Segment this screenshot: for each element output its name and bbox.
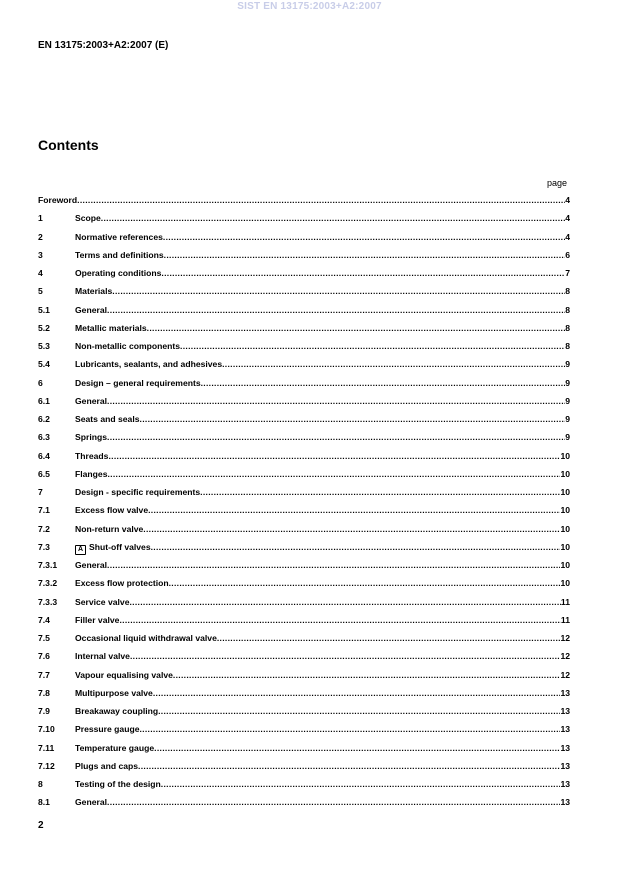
toc-entry-title [38, 193, 77, 207]
toc-entry-title-text: Breakaway coupling [75, 706, 159, 716]
toc-entry[interactable] [38, 376, 570, 394]
dot-leader [180, 339, 565, 353]
toc-entry-line [75, 485, 570, 499]
toc-entry-title [75, 357, 222, 371]
toc-entry[interactable] [38, 485, 570, 503]
toc-entry-title [75, 668, 173, 682]
toc-entry-title [75, 248, 164, 262]
toc-entry-page: 4 [565, 195, 570, 205]
toc-entry[interactable] [38, 449, 570, 467]
toc-entry-title-text: Service valve [75, 596, 130, 607]
toc-entry-title-text: Operating conditions [75, 268, 162, 278]
dot-leader [107, 430, 565, 444]
toc-entry[interactable] [38, 522, 570, 540]
dot-leader [140, 412, 566, 426]
toc-entry-title-text: Foreword [38, 195, 78, 205]
dot-leader [139, 722, 560, 736]
toc-entry-title [75, 722, 139, 736]
toc-entry-page: 13 [560, 797, 570, 808]
dot-leader [222, 357, 565, 371]
toc-entry[interactable] [38, 576, 570, 594]
toc-entry[interactable] [38, 668, 570, 686]
toc-entry[interactable] [38, 248, 570, 266]
toc-entry-number: 6 [38, 377, 43, 388]
toc-entry-title [75, 704, 158, 718]
toc-entry-title [75, 412, 140, 426]
toc-entry-title [75, 631, 217, 645]
toc-entry-title-text: Non-return valve [75, 523, 144, 534]
toc-entry-page: 11 [560, 596, 570, 607]
toc-entry-page: 10 [560, 560, 570, 570]
dot-leader [161, 266, 565, 280]
dot-leader [161, 777, 561, 791]
toc-entry[interactable] [38, 357, 570, 375]
toc-entry-number: 7.5 [38, 633, 50, 643]
toc-entry-title-text: Threads [75, 450, 109, 461]
toc-entry-line [75, 357, 570, 371]
toc-entry-title-text: Filler valve [75, 614, 120, 625]
toc-entry-line [75, 668, 570, 682]
toc-entry-number: 5.3 [38, 341, 50, 351]
toc-entry-title [75, 540, 151, 555]
dot-leader [163, 230, 565, 244]
toc-entry-line [75, 795, 570, 809]
toc-entry-line [75, 558, 570, 572]
toc-entry-line [75, 284, 570, 298]
toc-entry[interactable] [38, 193, 570, 211]
toc-entry-title-text: General [75, 395, 108, 406]
toc-entry-title-text: Excess flow protection [75, 578, 169, 589]
toc-entry-line [75, 649, 570, 663]
toc-entry-line [75, 339, 570, 353]
toc-entry-line [75, 576, 570, 590]
toc-entry-title [75, 321, 147, 335]
toc-entry-line [75, 449, 570, 463]
toc-entry-number: 6.5 [38, 468, 50, 479]
toc-entry-title [75, 467, 107, 481]
toc-entry-page: 11 [560, 614, 570, 625]
toc-entry-title-text: Seats and seals [75, 414, 140, 424]
toc-entry-title-text: Testing of the design [75, 779, 161, 789]
toc-entry-number: 7.1 [38, 505, 50, 516]
toc-entry-title-text: Pressure gauge [75, 724, 140, 735]
toc-entry-line [75, 595, 570, 609]
dot-leader [148, 503, 560, 517]
toc-entry-page: 6 [565, 249, 570, 260]
toc-entry-number: 7.3.2 [38, 578, 58, 589]
contents-heading: Contents [38, 137, 99, 153]
toc-entry-title [75, 759, 138, 773]
toc-entry-title [75, 394, 107, 408]
toc-entry-title [75, 595, 129, 609]
document-reference: EN 13175:2003+A2:2007 (E) [38, 40, 169, 51]
toc-entry[interactable] [38, 430, 570, 448]
toc-entry[interactable] [38, 467, 570, 485]
toc-entry-page: 13 [560, 724, 570, 735]
toc-entry-title-text: Materials [75, 286, 113, 297]
toc-entry-title-text: Non-metallic components [75, 341, 181, 351]
toc-entry[interactable] [38, 394, 570, 412]
toc-entry-number: 5 [38, 286, 43, 297]
dot-leader [164, 248, 566, 262]
toc-entry-title-text: General [75, 560, 108, 570]
dot-leader [201, 376, 566, 390]
toc-entry-number: 7.11 [38, 742, 55, 753]
toc-entry-title-text: Design - specific requirements [75, 487, 201, 497]
toc-entry-title-text: Metallic materials [75, 322, 147, 333]
toc-entry-number: 4 [38, 268, 43, 278]
toc-entry-number: 5.4 [38, 359, 50, 370]
toc-entry-page: 12 [560, 633, 570, 643]
dot-leader [107, 467, 560, 481]
toc-entry[interactable] [38, 321, 570, 339]
toc-entry-title-text: General [75, 797, 108, 808]
toc-entry-number: 7.6 [38, 651, 50, 662]
toc-entry-page: 13 [560, 760, 570, 771]
toc-entry-title [75, 576, 169, 590]
page-column-label: page [546, 178, 567, 188]
toc-entry-page: 9 [565, 359, 570, 370]
toc-entry-number: 6.1 [38, 395, 50, 406]
toc-entry-number: 6.3 [38, 432, 50, 443]
toc-entry-line [75, 230, 570, 244]
toc-entry-number: 7.10 [38, 724, 55, 735]
toc-entry-line [75, 631, 570, 645]
toc-entry-title-text: Springs [75, 432, 107, 443]
toc-entry-page: 13 [560, 742, 570, 753]
toc-entry-number: 7.3 [38, 541, 50, 552]
toc-entry-page: 9 [565, 377, 570, 388]
dot-leader [217, 631, 561, 645]
toc-entry[interactable] [38, 704, 570, 722]
toc-entry-line [75, 522, 570, 536]
dot-leader [130, 649, 561, 663]
toc-entry-number: 6.2 [38, 414, 50, 424]
toc-entry[interactable] [38, 613, 570, 631]
toc-entry-page: 9 [565, 414, 570, 424]
toc-entry[interactable] [38, 230, 570, 248]
dot-leader [129, 595, 560, 609]
toc-entry-page: 10 [560, 468, 570, 479]
toc-entry-title [75, 284, 112, 298]
page-number: 2 [38, 820, 44, 831]
toc-entry-number: 8.1 [38, 797, 50, 808]
toc-entry[interactable] [38, 339, 570, 357]
toc-entry-line [75, 704, 570, 718]
toc-entry-title [75, 485, 200, 499]
toc-entry-title-text: Flanges [75, 468, 108, 479]
toc-entry[interactable] [38, 540, 570, 558]
toc-entry-title [75, 303, 107, 317]
amendment-marker-icon: A [75, 545, 86, 555]
toc-entry[interactable] [38, 503, 570, 521]
toc-entry[interactable] [38, 686, 570, 704]
toc-entry-title [75, 503, 148, 517]
toc-entry-line [75, 211, 570, 225]
toc-entry[interactable] [38, 759, 570, 777]
toc-entry-title-text: Scope [75, 213, 101, 224]
toc-entry-title [75, 211, 101, 225]
dot-leader [154, 741, 560, 755]
toc-entry[interactable] [38, 649, 570, 667]
toc-entry-title [75, 558, 107, 572]
toc-entry-line [75, 686, 570, 700]
dot-leader [112, 284, 565, 298]
toc-entry-title [75, 449, 108, 463]
toc-entry[interactable] [38, 266, 570, 284]
toc-entry-page: 4 [565, 213, 570, 224]
dot-leader [108, 449, 560, 463]
toc-entry-number: 7.8 [38, 687, 50, 698]
toc-entry-page: 12 [560, 651, 570, 662]
toc-entry-number: 7.2 [38, 523, 50, 534]
toc-entry-page: 10 [560, 541, 570, 552]
toc-entry-number: 2 [38, 231, 43, 242]
toc-entry[interactable] [38, 595, 570, 613]
dot-leader [158, 704, 560, 718]
toc-entry-line [75, 777, 570, 791]
toc-entry-number: 7 [38, 487, 43, 497]
toc-entry-title [75, 266, 161, 280]
toc-entry-number: 7.7 [38, 669, 50, 680]
toc-entry-line [75, 613, 570, 627]
toc-entry-page: 10 [560, 505, 570, 516]
watermark: SIST EN 13175:2003+A2:2007 [237, 1, 382, 12]
toc-entry-page: 4 [565, 231, 570, 242]
toc-entry-page: 8 [565, 286, 570, 297]
toc-entry-line [75, 412, 570, 426]
toc-entry-title [75, 230, 163, 244]
dot-leader [147, 321, 566, 335]
dot-leader [153, 686, 561, 700]
toc-entry-line [75, 759, 570, 773]
toc-entry-title-text: Temperature gauge [75, 742, 155, 753]
toc-entry-title [75, 741, 154, 755]
toc-entry-title-text: General [75, 304, 108, 315]
toc-entry-title-text: Normative references [75, 231, 163, 242]
toc-entry-page: 8 [565, 322, 570, 333]
toc-entry-line [75, 376, 570, 390]
toc-entry-number: 5.2 [38, 322, 50, 333]
toc-entry-page: 7 [565, 268, 570, 278]
toc-entry-line [75, 540, 570, 555]
toc-entry-line [75, 467, 570, 481]
dot-leader [107, 558, 560, 572]
toc-entry[interactable] [38, 303, 570, 321]
toc-entry-title [75, 376, 201, 390]
table-of-contents [38, 193, 570, 814]
dot-leader [77, 193, 565, 207]
toc-entry-title-text: Excess flow valve [75, 505, 149, 516]
toc-entry-title-text: Lubricants, sealants, and adhesives [75, 359, 223, 370]
toc-entry-line [75, 722, 570, 736]
toc-entry-title-text: Vapour equalising valve [75, 669, 173, 680]
toc-entry-title-text: Occasional liquid withdrawal valve [75, 633, 217, 643]
dot-leader [143, 522, 560, 536]
toc-entry-title [75, 339, 180, 353]
dot-leader [169, 576, 561, 590]
toc-entry[interactable] [38, 412, 570, 430]
toc-entry-number: 1 [38, 213, 43, 224]
toc-entry-title [75, 795, 107, 809]
dot-leader [101, 211, 565, 225]
toc-entry-page: 13 [560, 706, 570, 716]
toc-entry-number: 7.3.1 [38, 560, 58, 570]
toc-entry-number: 5.1 [38, 304, 50, 315]
dot-leader [107, 394, 565, 408]
toc-entry-title-text: Internal valve [75, 651, 130, 662]
toc-entry-title [75, 430, 107, 444]
dot-leader [107, 303, 565, 317]
toc-entry[interactable] [38, 741, 570, 759]
toc-entry[interactable] [38, 211, 570, 229]
toc-entry-page: 13 [560, 687, 570, 698]
toc-entry-number: 7.12 [38, 760, 55, 771]
toc-entry-title [75, 649, 130, 663]
toc-entry-line [75, 741, 570, 755]
toc-entry-number: 6.4 [38, 450, 50, 461]
toc-entry[interactable] [38, 558, 570, 576]
toc-entry-page: 12 [560, 669, 570, 680]
toc-entry-page: 10 [560, 450, 570, 461]
dot-leader [200, 485, 560, 499]
toc-entry[interactable] [38, 795, 570, 813]
toc-entry-page: 9 [565, 432, 570, 443]
toc-entry-number: 8 [38, 779, 43, 789]
toc-entry-page: 10 [560, 523, 570, 534]
toc-entry-page: 9 [565, 395, 570, 406]
toc-entry-title [75, 686, 153, 700]
dot-leader [173, 668, 561, 682]
toc-entry[interactable] [38, 722, 570, 740]
toc-entry-title-text: Plugs and caps [75, 760, 139, 771]
toc-entry-title-text: Design – general requirements [75, 377, 201, 388]
toc-entry[interactable] [38, 284, 570, 302]
toc-entry-line [75, 248, 570, 262]
toc-entry-line [75, 503, 570, 517]
toc-entry-number: 7.4 [38, 614, 50, 625]
toc-entry-number: 3 [38, 249, 43, 260]
toc-entry-title-text: Shut-off valves [89, 541, 151, 552]
toc-entry-title [75, 522, 143, 536]
toc-entry[interactable] [38, 777, 570, 795]
toc-entry-line [75, 266, 570, 280]
toc-entry-page: 8 [565, 341, 570, 351]
toc-entry-line [75, 303, 570, 317]
toc-entry-number: 7.9 [38, 706, 50, 716]
toc-entry-page: 10 [560, 578, 570, 589]
toc-entry-line [75, 430, 570, 444]
toc-entry-title [75, 613, 119, 627]
toc-entry-line [75, 321, 570, 335]
toc-entry-line [75, 394, 570, 408]
toc-entry-page: 8 [565, 304, 570, 315]
toc-entry[interactable] [38, 631, 570, 649]
toc-entry-page: 10 [560, 487, 570, 497]
dot-leader [151, 540, 561, 555]
dot-leader [138, 759, 560, 773]
dot-leader [107, 795, 560, 809]
toc-entry-number: 7.3.3 [38, 596, 58, 607]
toc-entry-page: 13 [560, 779, 570, 789]
dot-leader [119, 613, 560, 627]
toc-entry-line [38, 193, 570, 207]
toc-entry-title [75, 777, 161, 791]
toc-entry-title-text: Multipurpose valve [75, 687, 153, 698]
toc-entry-title-text: Terms and definitions [75, 249, 164, 260]
